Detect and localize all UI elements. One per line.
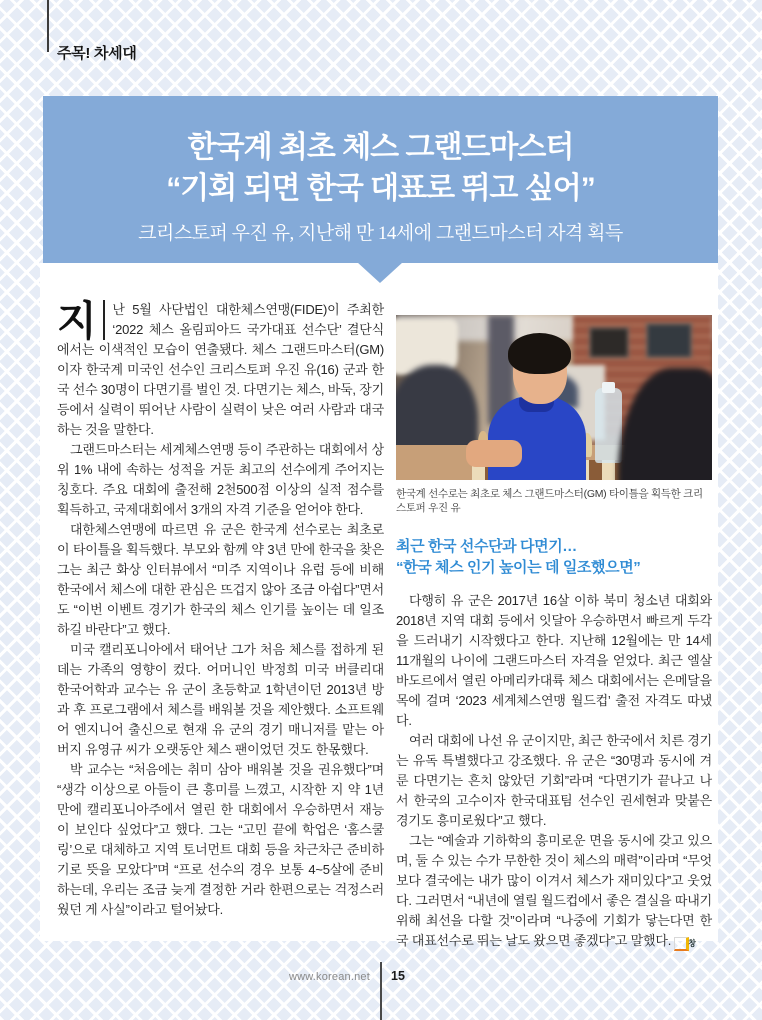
paragraph: 그랜드마스터는 세계체스연맹 등이 주관하는 대회에서 상위 1% 내에 속하는 성적을 거둔 최고의 선수에게 주어지는 칭호다. 주요 대회에 출전해 2천500점 이상의 실적 점수를 획득하고, 국제대회에서 3개의 자격 기준을 얻어야 한다. [57, 442, 384, 517]
end-of-article-icon: 창 [674, 937, 689, 951]
paragraph: 지 난 5월 사단법인 대한체스연맹(FIDE)이 주최한 ‘2022 체스 올림피아드 국가대표 선수단’ 결단식에서는 이색적인 모습이 연출됐다. 체스 그랜드마스터(GM)이자 한국계 미국인 선수인 크리스토퍼 우진 유(16) 군과 한국 선수 30명이 다면기를 벌인 것. 다면기는 체스, 바둑, 장기 등에서 실력이 뛰어난 사람이 실력이 낮은 여러 사람과 대국하는 것을 말한다. [57, 298, 384, 437]
dropcap: 지 [57, 300, 105, 340]
subheading-line2: “한국 체스 인기 높이는 데 일조했으면” [396, 559, 641, 576]
kicker-rule [47, 0, 49, 52]
paragraph: 여러 대회에 나선 유 군이지만, 최근 한국에서 치른 경기는 유독 특별했다고 강조했다. 유 군은 “30명과 동시에 겨룬 다면기는 흔치 않았던 기회”라며 “다면기가 끝나고 나서 한국의 고수이자 한국대표팀 선수인 권세현과 맞붙은 경기도 흥미로웠다”고 했다. [396, 733, 712, 828]
photo-caption: 한국계 선수로는 최초로 체스 그랜드마스터(GM) 타이틀을 획득한 크리스토퍼 우진 유 [396, 488, 703, 514]
paragraph: 다행히 유 군은 2017년 16살 이하 북미 청소년 대회와 2018년 지역 대회 등에서 잇달아 우승하면서 빠르게 두각을 드러내기 시작했다고 한다. 지난해 12월에는 만 14세 11개월의 나이에 그랜드마스터 자격을 얻었다. 최근 엘살바도르에서 열린 아메리카대륙 체스 대회에서는 은메달을 목에 걸며 ‘2023 세계체스연맹 월드컵’ 출전 자격도 따냈다. [396, 593, 712, 728]
paragraph: 대한체스연맹에 따르면 유 군은 한국계 선수로는 최초로 이 타이틀을 획득했다. 부모와 함께 약 3년 만에 한국을 찾은 그는 최근 화상 인터뷰에서 “미주 지역이나 유럽 등에 비해 한국에서 체스에 대한 관심은 뜨겁지 않아 조금 아쉽다”면서도 “이번 이벤트 경기가 한국의 체스 인기를 높이는 데 일조하길 바란다”고 했다. [57, 522, 384, 637]
section-subheading [396, 536, 712, 578]
kicker: 주목! 차세대 [57, 45, 137, 62]
article-title-line1: 한국계 최초 체스 그랜드마스터 [187, 131, 574, 164]
article-title-line2: “기회 되면 한국 대표로 뛰고 싶어” [166, 172, 595, 205]
article-right-column [396, 315, 712, 951]
photo-boy-arm [466, 440, 523, 466]
article-left-column [57, 300, 384, 920]
title-box-arrow [357, 262, 403, 283]
footer-divider [380, 962, 382, 1020]
article-photo [396, 315, 712, 480]
footer-page-number: 15 [391, 969, 405, 983]
photo-picture-frame [646, 323, 692, 358]
paragraph: 미국 캘리포니아에서 태어난 그가 처음 체스를 접하게 된 데는 가족의 영향이 컸다. 어머니인 박정희 미국 버클리대 한국어학과 교수는 유 군이 초등학교 1학년이던 2013년 방과 후 프로그램에서 체스를 배워볼 것을 제안했다. 소프트웨어 엔지니어 출신으로 현재 유 군의 경기 매니저를 맡는 아버지 유영규 씨가 오랫동안 체스 팬이었던 것도 한몫했다. [57, 642, 384, 757]
article-subtitle: 크리스토퍼 우진 유, 지난해 만 14세에 그랜드마스터 자격 획득 [138, 223, 623, 244]
photo-water-bottle [595, 388, 622, 464]
photo-picture-frame [589, 327, 629, 358]
photo-bottle-cap [602, 382, 615, 394]
photo-boy-hair [508, 333, 571, 374]
title-box [43, 96, 718, 263]
subheading-line1: 최근 한국 선수단과 다면기… [396, 538, 577, 555]
paragraph: 그는 “예술과 기하학의 흥미로운 면을 동시에 갖고 있으며, 둘 수 있는 수가 무한한 것이 체스의 매력”이라며 “무엇보다 결국에는 내가 많이 이겨서 체스가 재미있다”고 웃었다. 그러면서 “내년에 열릴 월드컵에서 좋은 결실을 따내기 위해 최선을 다할 것”이라며 “나중에 기회가 닿는다면 한국 대표선수로 뛰는 날도 왔으면 좋겠다”고 말했다. 창 [396, 831, 712, 951]
footer-url: www.korean.net [288, 971, 370, 983]
paragraph: 박 교수는 “처음에는 취미 삼아 배워볼 것을 권유했다”며 “생각 이상으로 아들이 큰 흥미를 느꼈고, 시작한 지 약 1년 만에 캘리포니아주에서 열린 한 대회에서 우승하면서 재능이 보인다 싶었다”고 했다. 그는 “고민 끝에 학업은 ‘홈스쿨링’으로 대체하고 지역 토너먼트 대회 등을 차근차근 준비하기로 뜻을 모았다”며 “프로 선수의 경우 보통 4~5살에 준비하는데, 우리는 조금 늦게 결정한 거라 한편으로는 걱정스러웠던 게 사실”이라고 털어놨다. [57, 762, 384, 917]
